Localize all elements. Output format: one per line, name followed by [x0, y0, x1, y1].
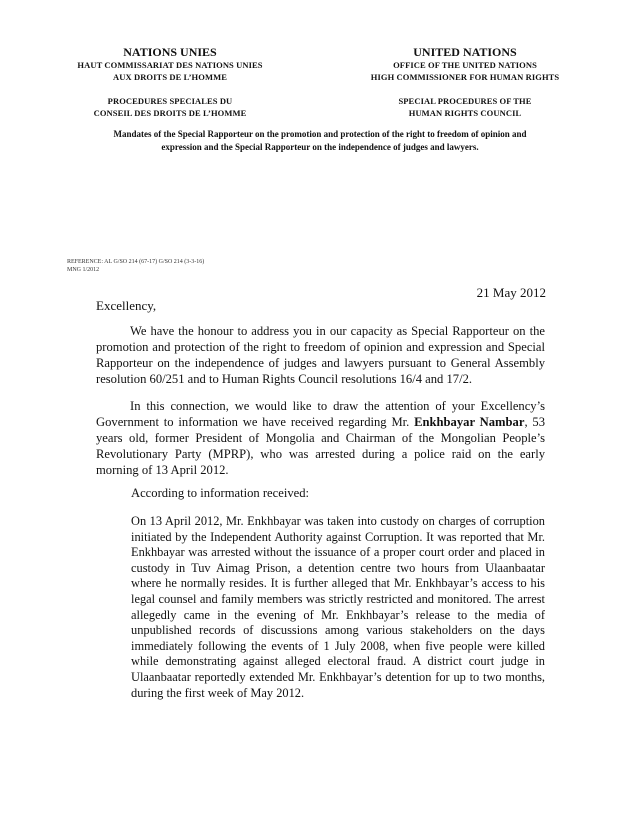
header-right-title: UNITED NATIONS — [413, 45, 517, 59]
header-right-procedures — [360, 95, 570, 119]
paragraph-1 — [96, 323, 545, 387]
allegation-quote: On 13 April 2012, Mr. Enkhbayar was taken into custody on charges of corruption initiated by the Independent Authority against Corruption. It was reported that Mr. Enkhbayar was arrested without the issuance of a proper court order and placed in custody in Tuv Aimag Prison, a detention centre two hours from Ulaanbaatar where he normally resides. It is further alleged that Mr. Enkhbayar’s access to his legal counsel and family members was strictly restricted and monitored. The arrest allegedly came in the evening of Mr. Enkhbayar’s release to the media of unpublished records of discussions among various stakeholders on the days immediately following the events of 1 July 2008, when five people were killed while demonstrating against alleged electoral fraud. A district court judge in Ulaanbaatar reportedly extended Mr. Enkhbayar’s detention for up to two months, during the first week of May 2012. — [131, 514, 545, 700]
header-left-line4: CONSEIL DES DROITS DE L’HOMME — [93, 108, 247, 118]
header-right — [360, 45, 570, 83]
header-right-line3: SPECIAL PROCEDURES OF THE — [398, 96, 532, 106]
reference-block — [67, 258, 204, 274]
reference-line2: MNG 1/2012 — [67, 267, 100, 273]
header-left — [60, 45, 280, 83]
header-right-line4: HUMAN RIGHTS COUNCIL — [408, 108, 522, 118]
header-left-line1: HAUT COMMISSARIAT DES NATIONS UNIES — [77, 60, 263, 70]
header-left-procedures — [60, 95, 280, 119]
header-left-line2: AUX DROITS DE L’HOMME — [113, 72, 227, 82]
paragraph-1-text: We have the honour to address you in our capacity as Special Rapporteur on the promotion and protection of the right to freedom of opinion and expression and Special Rapporteur on the independence of judges and lawyers pursuant to General Assembly resolution 60/251 and to Human Rights Council resolutions 16/4 and 17/2. — [96, 324, 545, 386]
reference-line1: REFERENCE: AL G/SO 214 (67-17) G/SO 214 (3-3-16) — [67, 259, 205, 265]
according-to-info: According to information received: — [131, 486, 309, 500]
paragraph-2-after: , 53 years old, former President of Mongolia and Chairman of the Mongolian People’s Revolutionary Party (MPRP), who was arrested during a police raid on the early morning of 13 April 2012. — [96, 415, 546, 477]
person-name: Enkhbayar Nambar — [414, 415, 525, 429]
header-left-title: NATIONS UNIES — [123, 45, 217, 59]
header-left-line3: PROCEDURES SPECIALES DU — [107, 96, 233, 106]
paragraph-2-before: In this connection, we would like to draw the attention of your Excellency’s Government to information we have received regarding Mr. — [96, 399, 545, 429]
header-right-line2: HIGH COMMISSIONER FOR HUMAN RIGHTS — [370, 72, 560, 82]
paragraph-2 — [96, 398, 545, 478]
mandates-heading: Mandates of the Special Rapporteur on the promotion and protection of the right to freedom of opinion and expression and the Special Rapporteur on the independence of judges and lawyers. — [113, 129, 527, 152]
header-right-line1: OFFICE OF THE UNITED NATIONS — [393, 60, 537, 70]
letter-date: 21 May 2012 — [476, 285, 546, 300]
salutation: Excellency, — [96, 298, 157, 313]
